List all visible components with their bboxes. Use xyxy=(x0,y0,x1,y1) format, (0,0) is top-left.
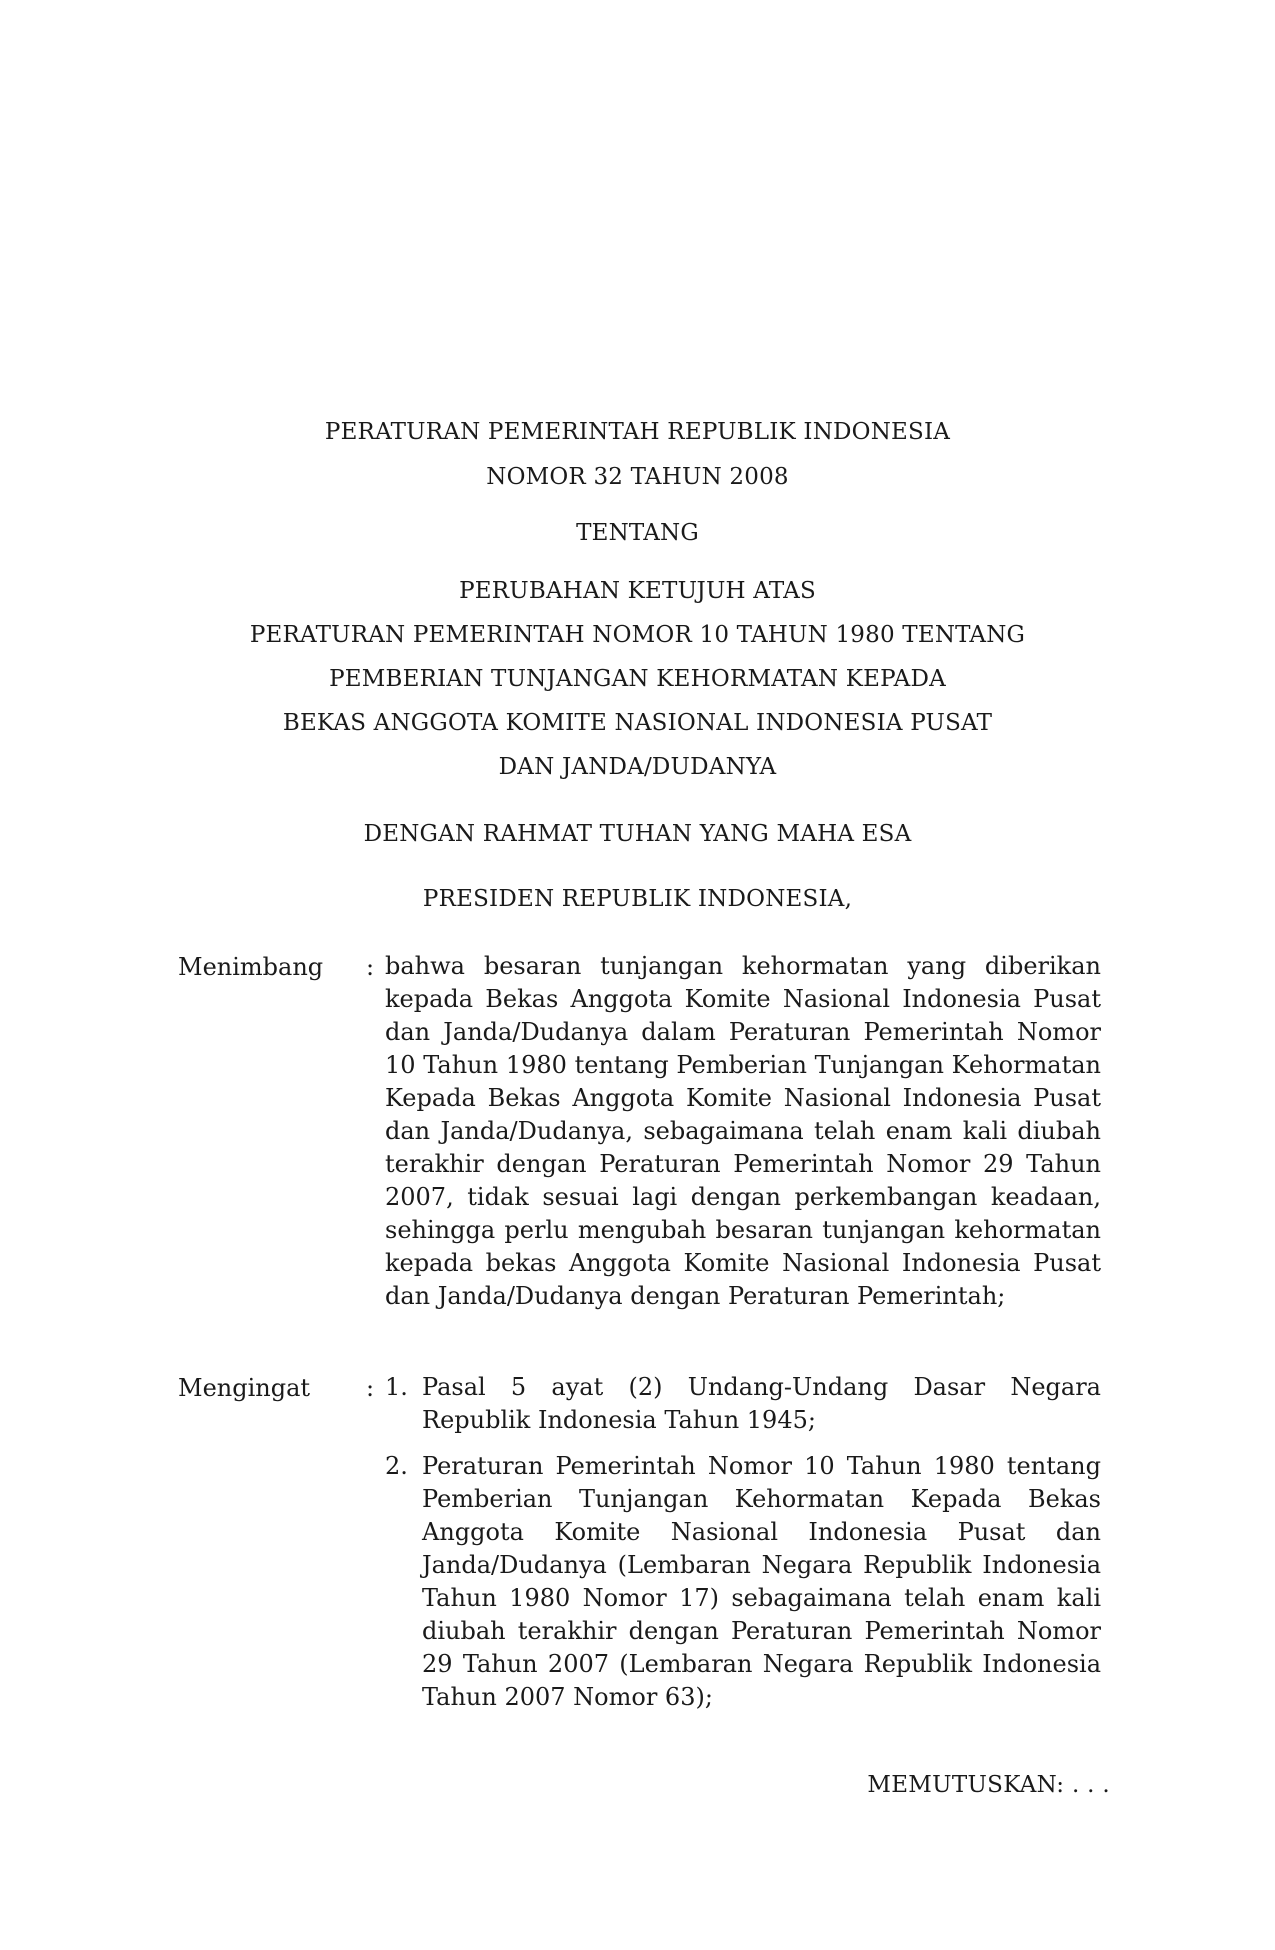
mengingat-item-2-text: Peraturan Pemerintah Nomor 10 Tahun 1980 tentang Pemberian Tunjangan Kehormatan Kepada Bekas Anggota Komite Nasional Indonesia Pusat dan Janda/Dudanya (Lembaran Negara Republik Indonesia Tahun 1980 Nomor 17) sebagaimana telah enam kali diubah terakhir dengan Peraturan Pemerintah Nomor 29 Tahun 2007 (Lembaran Negara Republik Indonesia Tahun 2007 Nomor 63); xyxy=(422,1452,1101,1711)
mengingat-item-2-number: 2. xyxy=(385,1452,408,1480)
title-line-2: NOMOR 32 TAHUN 2008 xyxy=(486,464,789,490)
menimbang-text: bahwa besaran tunjangan kehormatan yang diberikan kepada Bekas Anggota Komite Nasional Indonesia Pusat dan Janda/Dudanya dalam Peraturan Pemerintah Nomor 10 Tahun 1980 tentang Pemberian Tunjangan Kehormatan Kepada Bekas Anggota Komite Nasional Indonesia Pusat dan Janda/Dudanya, sebagaimana telah enam kali diubah terakhir dengan Peraturan Pemerintah Nomor 29 Tahun 2007, tidak sesuai lagi dengan perkembangan keadaan, sehingga perlu mengubah besaran tunjangan kehormatan kepada bekas Anggota Komite Nasional Indonesia Pusat dan Janda/Dudanya dengan Peraturan Pemerintah; xyxy=(385,952,1101,1310)
invocation-heading: DENGAN RAHMAT TUHAN YANG MAHA ESA xyxy=(363,821,912,847)
title-line-1: PERATURAN PEMERINTAH REPUBLIK INDONESIA xyxy=(324,419,951,445)
subject-line-4: BEKAS ANGGOTA KOMITE NASIONAL INDONESIA PUSAT xyxy=(282,710,993,736)
authority-heading: PRESIDEN REPUBLIK INDONESIA, xyxy=(422,886,853,912)
mengingat-label: Mengingat xyxy=(178,1374,311,1402)
continuation-marker: MEMUTUSKAN: . . . xyxy=(867,1772,1110,1798)
subject-line-3: PEMBERIAN TUNJANGAN KEHORMATAN KEPADA xyxy=(329,666,946,692)
mengingat-item-1-text: Pasal 5 ayat (2) Undang-Undang Dasar Negara Republik Indonesia Tahun 1945; xyxy=(422,1373,1101,1434)
mengingat-colon: : xyxy=(366,1374,375,1402)
subject-line-5: DAN JANDA/DUDANYA xyxy=(498,754,777,780)
menimbang-label: Menimbang xyxy=(178,953,324,981)
menimbang-colon: : xyxy=(366,953,375,981)
about-heading: TENTANG xyxy=(576,520,699,546)
subject-line-1: PERUBAHAN KETUJUH ATAS xyxy=(459,578,816,604)
mengingat-item-1-number: 1. xyxy=(385,1373,408,1401)
subject-line-2: PERATURAN PEMERINTAH NOMOR 10 TAHUN 1980 TENTANG xyxy=(249,622,1026,648)
